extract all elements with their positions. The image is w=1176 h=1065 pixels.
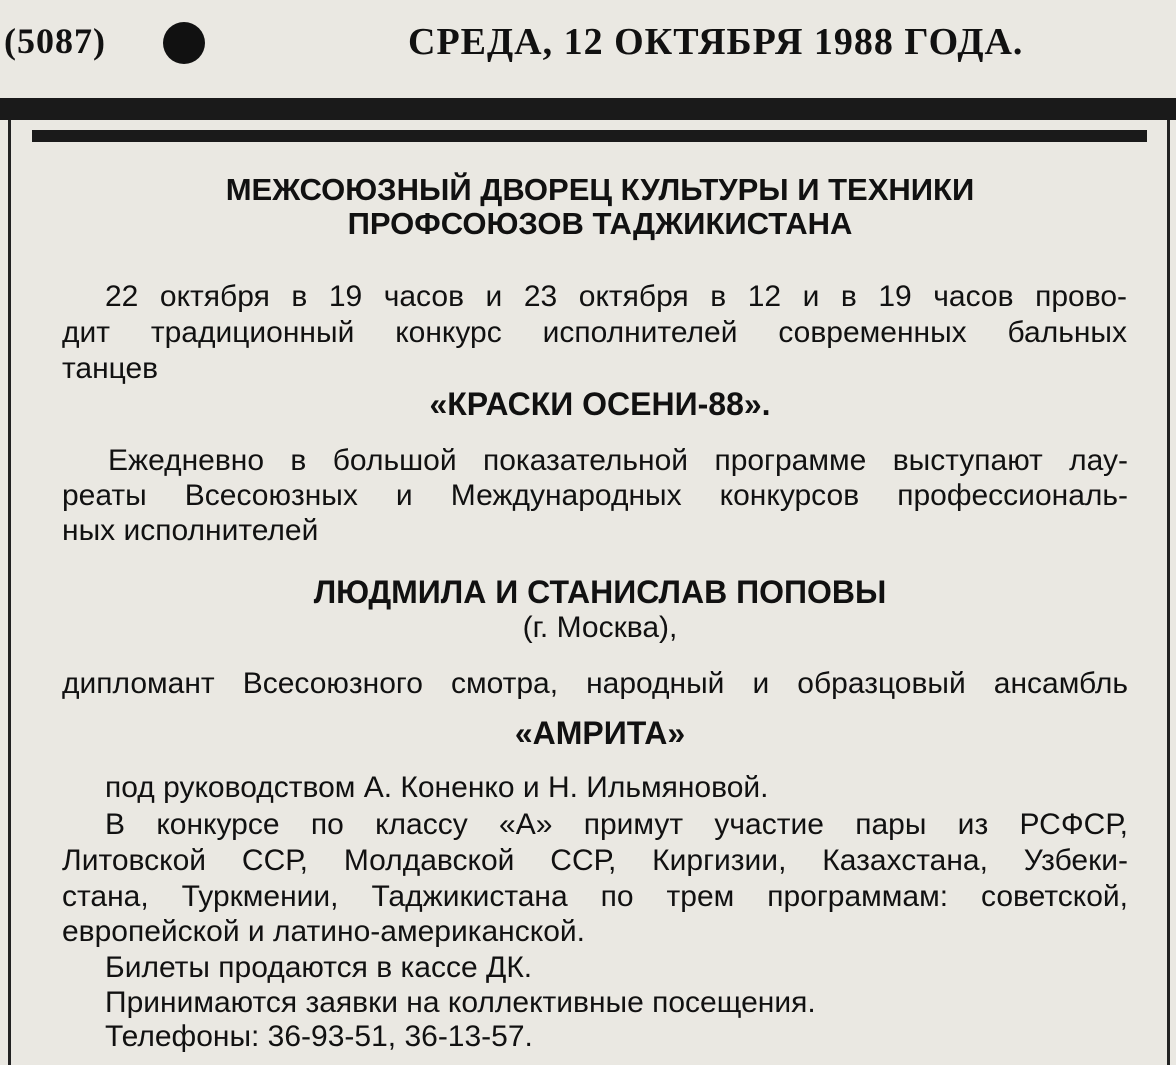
issue-date: СРЕДА, 12 ОКТЯБРЯ 1988 ГОДА.: [408, 21, 1024, 63]
performers-city: (г. Москва),: [522, 611, 678, 644]
ad-title-line2: ПРОФСОЮЗОВ ТАДЖИКИСТАНА: [347, 206, 853, 241]
masthead-rule: [0, 98, 1176, 120]
leaders-line: под руководством А. Коненко и Н. Ильмяновой.: [105, 771, 769, 804]
advertisement-top-rule: [32, 130, 1147, 142]
ad-title-line1: МЕЖСОЮЗНЫЙ ДВОРЕЦ КУЛЬТУРЫ И ТЕХНИКИ: [225, 172, 975, 207]
tickets-line: Билеты продаются в кассе ДК.: [105, 951, 533, 984]
intro-line2: дит традиционный конкурс исполнителей современных бальных: [62, 316, 1127, 349]
intro-line3: танцев: [62, 352, 159, 385]
class-a-line1: В конкурсе по классу «А» примут участие пары из РСФСР,: [105, 808, 1128, 841]
contest-name: «КРАСКИ ОСЕНИ-88».: [429, 386, 771, 422]
program-line3: ных исполнителей: [62, 514, 319, 547]
class-a-line2: Литовской ССР, Молдавской ССР, Киргизии, Казахстана, Узбеки-: [62, 844, 1128, 877]
program-line1: Ежедневно в большой показательной программе выступают лау-: [108, 444, 1128, 477]
phones-line: Телефоны: 36-93-51, 36-13-57.: [105, 1020, 533, 1053]
intro-line1: 22 октября в 19 часов и 23 октября в 12 и в 19 часов прово-: [105, 280, 1127, 313]
ensemble-intro: дипломант Всесоюзного смотра, народный и образцовый ансамбль: [62, 667, 1128, 700]
ensemble-name: «АМРИТА»: [514, 715, 686, 751]
program-line2: реаты Всесоюзных и Международных конкурсов профессиональ-: [62, 479, 1128, 512]
group-visits-line: Принимаются заявки на коллективные посещения.: [105, 986, 816, 1019]
performers-name: ЛЮДМИЛА И СТАНИСЛАВ ПОПОВЫ: [313, 574, 887, 610]
masthead: [0, 0, 1176, 100]
bullet-dot-icon: [163, 22, 205, 64]
class-a-line3: стана, Туркмении, Таджикистана по трем программам: советской,: [62, 880, 1128, 913]
issue-number: (5087): [4, 21, 106, 61]
class-a-line4: европейской и латино-американской.: [62, 915, 585, 948]
